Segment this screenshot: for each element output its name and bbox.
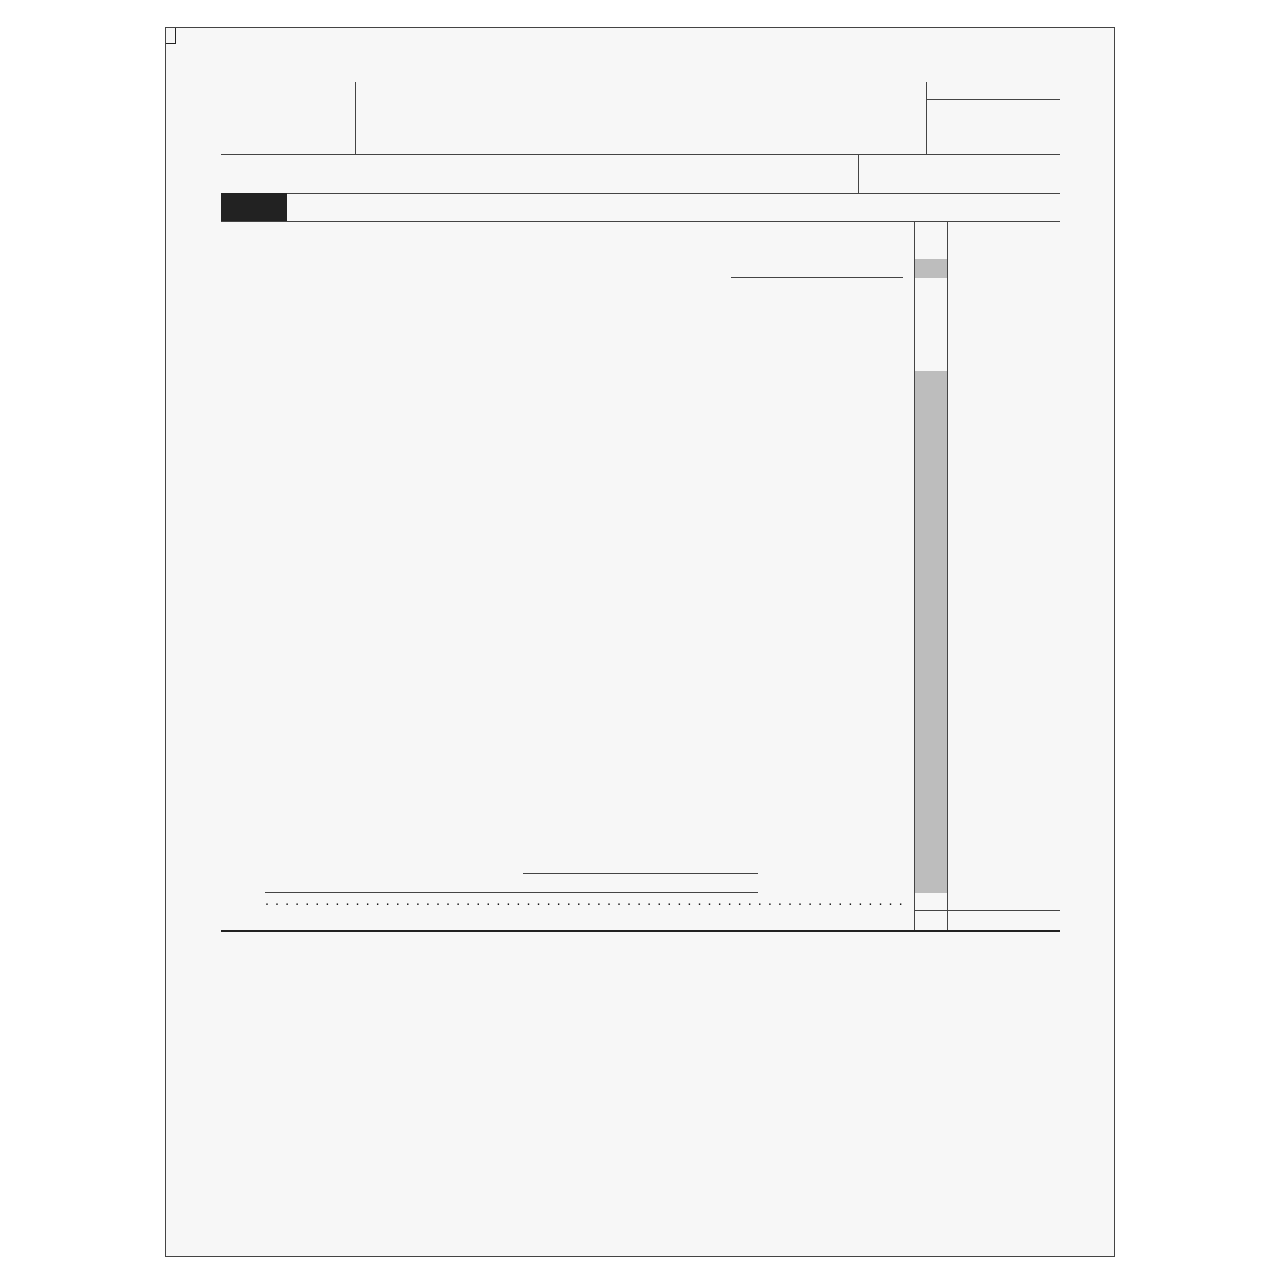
form-page: [165, 27, 1115, 1257]
part-tag: [221, 193, 287, 221]
name-field[interactable]: [221, 175, 857, 192]
ssn-field[interactable]: [862, 175, 1058, 192]
other-income-type-field-2[interactable]: [265, 876, 758, 892]
line-9-label: [265, 893, 905, 909]
line-9-amount[interactable]: [948, 893, 1059, 910]
line-10-amount[interactable]: [948, 912, 1059, 929]
other-income-type-field[interactable]: [523, 857, 758, 873]
crop-mark: [166, 28, 176, 44]
divorce-date-field[interactable]: [731, 261, 903, 277]
